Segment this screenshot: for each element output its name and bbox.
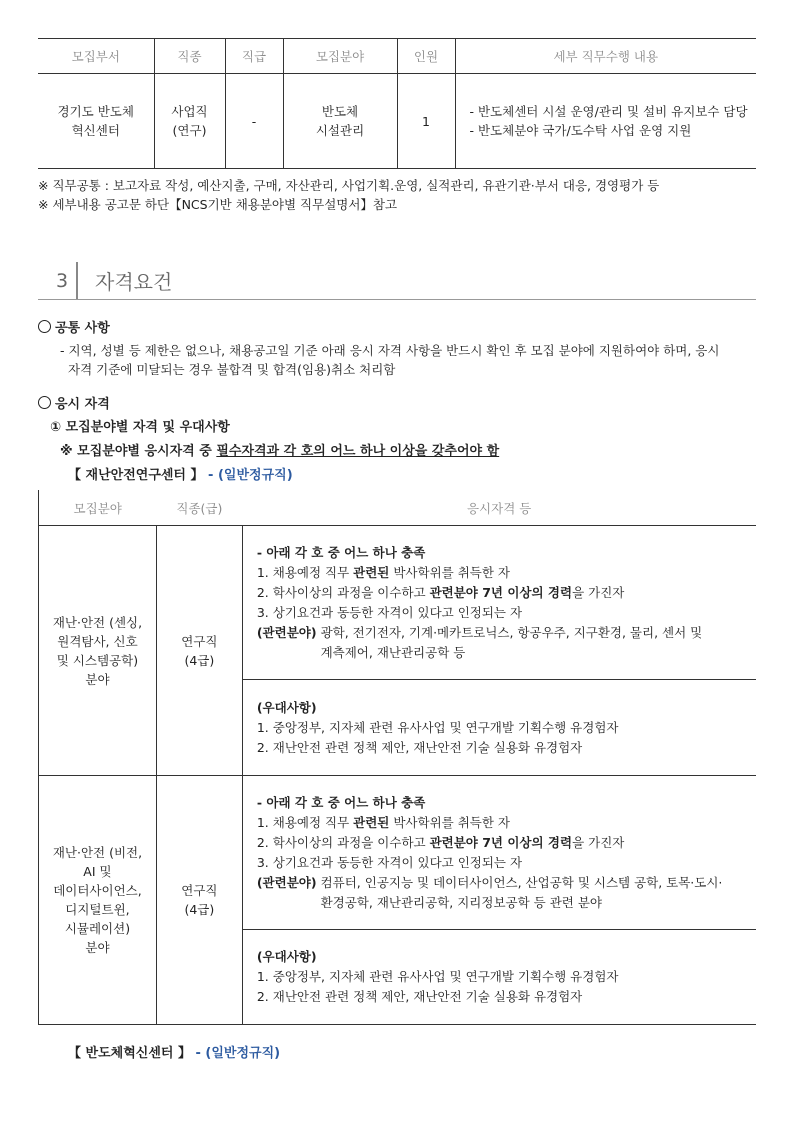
header-rank: 직급 [225, 39, 283, 74]
header-qualification: 응시자격 등 [242, 490, 756, 526]
cell-department: 경기도 반도체 혁신센터 [38, 74, 154, 169]
table-row [38, 74, 756, 169]
section-title: 자격요건 [95, 270, 173, 294]
related-fields: (관련분야) 광학, 전기전자, 기계·메카트로닉스, 항공우주, 지구환경, 물리, 센서 및 계측제어, 재난관리공학 등 [256, 624, 703, 660]
note-reference: ※ 세부내용 공고문 하단【NCS기반 채용분야별 직무설명서】참고 [38, 197, 398, 212]
cell-preferences: (우대사항) 1. 중앙정부, 지자체 관련 유사사업 및 연구개발 기획수행 유경험자 2. 재난안전 관련 정책 제안, 재난안전 기술 실용화 유경험자 [242, 680, 756, 776]
cell-requirements: - 아래 각 호 중 어느 하나 충족 1. 채용예정 직무 관련된 박사학위를 취득한 자 2. 학사이상의 과정을 이수하고 관련분야 7년 이상의 경력을 가진자 3. 상기요건과 동등한 자격이 있다고 인정되는 자 (관련분야) 컴퓨터, 인공지능 및 데이터사이언스, 산업공학 및 시스템 공학, 토목·도시· 환경공학, 재난관리공학, 지리정보공학 등 관련 분야 [242, 776, 756, 930]
qualification-notice: ※ 모집분야별 응시자격 중 필수자격과 각 호의 어느 하나 이상을 갖추어야 함 [60, 444, 500, 459]
circle-bullet-icon [38, 396, 51, 409]
header-job-type: 직종 [154, 39, 225, 74]
table-header-row [38, 39, 756, 74]
common-text-line2: 자격 기준에 미달되는 경우 불합격 및 합격(임용)취소 처리함 [68, 362, 396, 377]
common-heading: 공통 사항 [38, 317, 110, 336]
related-fields: (관련분야) 컴퓨터, 인공지능 및 데이터사이언스, 산업공학 및 시스템 공학, 토목·도시· 환경공학, 재난관리공학, 지리정보공학 등 관련 분야 [256, 874, 723, 910]
header-field: 모집분야 [39, 490, 157, 526]
cell-duties [455, 74, 756, 169]
duty-line: - 반도체센터 시설 운영/관리 및 설비 유지보수 담당 [469, 104, 748, 119]
header-duties: 세부 직무수행 내용 [455, 39, 756, 74]
qualification-table [38, 490, 756, 1025]
header-count: 인원 [397, 39, 455, 74]
table-row [39, 526, 757, 680]
cell-job-type: 사업직 (연구) [154, 74, 225, 169]
note-common-duty: ※ 직무공통 : 보고자료 작성, 예산지출, 구매, 자산관리, 사업기획.운영, 실적관리, 유관기관·부서 대응, 경영평가 등 [38, 178, 660, 193]
circle-bullet-icon [38, 320, 51, 333]
qualification-subheading: ① 모집분야별 자격 및 우대사항 [50, 420, 230, 435]
section-number: 3 [55, 270, 69, 292]
cell-field: 재난·안전 (센싱, 원격탐사, 신호 및 시스템공학) 분야 [39, 526, 157, 776]
table-header-row [39, 490, 757, 526]
cell-rank: - [225, 74, 283, 169]
header-rank: 직종(급) [156, 490, 242, 526]
cell-count: 1 [397, 74, 455, 169]
center2-title: 【 반도체혁신센터 】 - (일반정규직) [68, 1046, 281, 1061]
table-row [39, 776, 757, 930]
header-field: 모집분야 [283, 39, 397, 74]
cell-field: 재난·안전 (비전, AI 및 데이터사이언스, 디지털트윈, 시뮬레이션) 분야 [39, 776, 157, 1025]
cell-requirements: - 아래 각 호 중 어느 하나 충족 1. 채용예정 직무 관련된 박사학위를 취득한 자 2. 학사이상의 과정을 이수하고 관련분야 7년 이상의 경력을 가진자 3. 상기요건과 동등한 자격이 있다고 인정되는 자 (관련분야) 광학, 전기전자, 기계·메카트로닉스, 항공우주, 지구환경, 물리, 센서 및 계측제어, 재난관리공학 등 [242, 526, 756, 680]
duty-line: - 반도체분야 국가/도수탁 사업 운영 지원 [469, 123, 692, 138]
cell-preferences: (우대사항) 1. 중앙정부, 지자체 관련 유사사업 및 연구개발 기획수행 유경험자 2. 재난안전 관련 정책 제안, 재난안전 기술 실용화 유경험자 [242, 930, 756, 1025]
section-divider [76, 262, 78, 300]
cell-rank: 연구직 (4급) [156, 776, 242, 1025]
cell-rank: 연구직 (4급) [156, 526, 242, 776]
recruit-department-table [38, 38, 756, 169]
common-text-line1: - 지역, 성별 등 제한은 없으나, 채용공고일 기준 아래 응시 자격 사항을 반드시 확인 후 모집 분야에 지원하여야 하며, 응시 [60, 343, 720, 358]
qualification-heading: 응시 자격 [38, 393, 110, 412]
center1-title: 【 재난안전연구센터 】 - (일반정규직) [68, 468, 293, 483]
section-rule [38, 299, 756, 300]
header-department: 모집부서 [38, 39, 154, 74]
cell-field: 반도체 시설관리 [283, 74, 397, 169]
